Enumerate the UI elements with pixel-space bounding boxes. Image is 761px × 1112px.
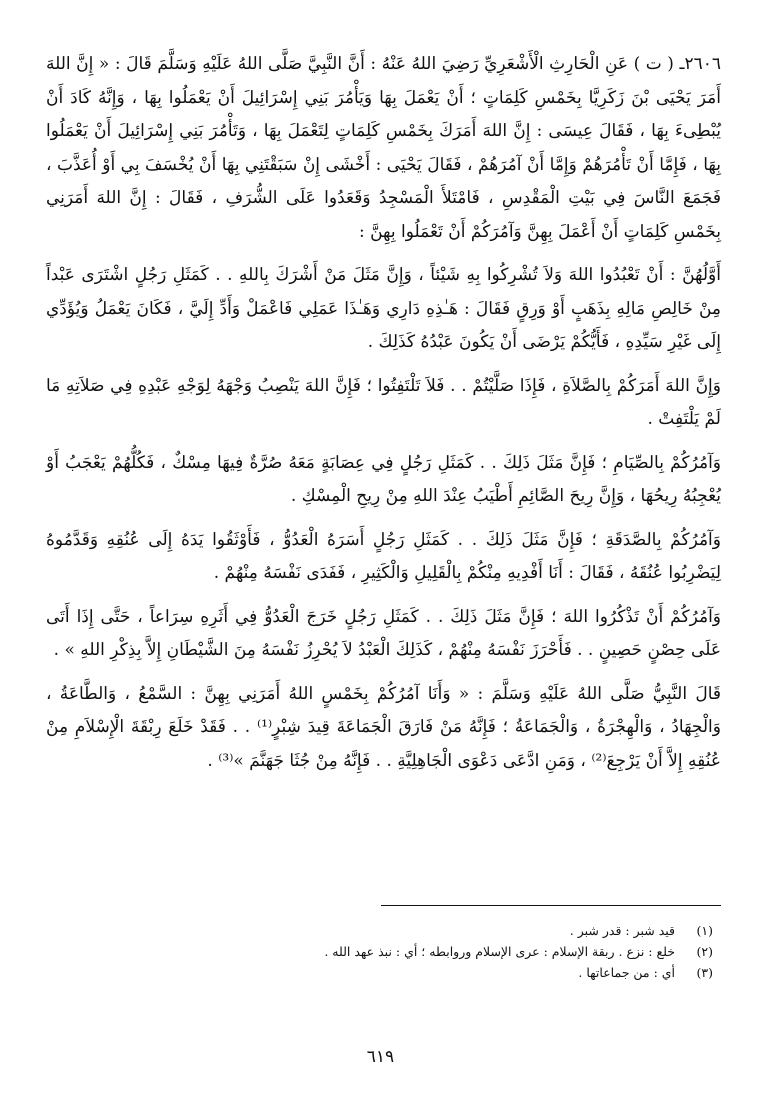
hadith-paragraph-intro: ٢٦٠٦ـ ( ت ) عَنِ الْحَارِثِ الْأَشْعَرِيِّ رَضِيَ اللهُ عَنْهُ : أَنَّ النَّبِيَّ صَلَّى اللهُ عَلَيْهِ وَسَلَّمَ قَالَ : « إِنَّ اللهَ أَمَرَ يَحْيَى بْنَ زَكَرِيَّا بِخَمْسِ كَلِمَاتٍ ؛ أَنْ يَعْمَلَ بِهَا وَيَأْمُرَ بَنِي إِسْرَائِيلَ أَنْ يَعْمَلُوا بِهَا ، وَإِنَّهُ كَادَ أَنْ يُبْطِىءَ بِهَا ، فَقَالَ عِيسَى : إِنَّ اللهَ أَمَرَكَ بِخَمْسِ كَلِمَاتٍ لِتَعْمَلَ بِهَا ، وَتَأْمُرَ بَنِي إِسْرَائِيلَ أَنْ يَعْمَلُوا بِهَا ، فَإِمَّا أَنْ تَأْمُرَهُمْ وَإِمَّا أَنْ آمُرَهُمْ ، فَقَالَ يَحْيَى : أَخْشَى إِنْ سَبَقْتَنِي بِهَا أَنْ يُخْسَفَ بِي أَوْ أُعَذَّبَ ، فَجَمَعَ النَّاسَ فِي بَيْتِ الْمَقْدِسِ ، فَامْتَلأَ الْمَسْجِدُ وَقَعَدُوا عَلَى الشُّرَفِ ، فَقَالَ : إِنَّ اللهَ أَمَرَنِي بِخَمْسِ كَلِمَاتٍ أَنْ أَعْمَلَ بِهِنَّ وَآمُرَكُمْ أَنْ تَعْمَلُوا بِهِنَّ : — [46, 54, 721, 242]
hadith-paragraph-five-commands: قَالَ النَّبِيُّ صَلَّى اللهُ عَلَيْهِ وَسَلَّمَ : « وَأَنَا آمُرُكُمْ بِخَمْسٍ اللهُ أَمَرَنِي بِهِنَّ : السَّمْعُ ، وَالطَّاعَةُ ، وَالْجِهَادُ ، وَالْهِجْرَةُ ، وَالْجَمَاعَةُ ؛ فَإِنَّهُ مَنْ فَارَقَ الْجَمَاعَةَ قِيدَ شِبْرٍ⁽¹⁾ . . فَقَدْ خَلَعَ رِبْقَةَ الْإِسْلاَمِ مِنْ عُنُقِهِ إِلاَّ أَنْ يَرْجِعَ⁽²⁾ ، وَمَنِ ادَّعَى دَعْوَى الْجَاهِلِيَّةِ . . فَإِنَّهُ مِنْ جُثَا جَهَنَّمَ »⁽³⁾ . — [46, 683, 721, 771]
page-number: ٦١٩ — [366, 1047, 395, 1067]
hadith-paragraph-fasting: وَآمُرُكُمْ بِالصِّيَامِ ؛ فَإِنَّ مَثَلَ ذَلِكَ . . كَمَثَلِ رَجُلٍ فِي عِصَابَةٍ مَعَهُ صُرَّةٌ فِيهَا مِسْكٌ ، فَكُلُّهُمْ يَعْجَبُ أَوْ يُعْجِبُهُ رِيحُهَا ، وَإِنَّ رِيحَ الصَّائِمِ أَطْيَبُ عِنْدَ اللهِ مِنْ رِيحِ الْمِسْكِ . — [46, 452, 721, 506]
footnote-separator — [381, 905, 721, 906]
footnote-1-text: قيد شبر : قدر شبر . — [569, 923, 676, 938]
footnote-1 — [93, 920, 713, 941]
footnote-1-number: (١) — [696, 923, 713, 938]
footnote-2 — [93, 941, 713, 962]
footnote-3 — [93, 962, 713, 983]
hadith-paragraph-first-command: أَوَّلُهُنَّ : أَنْ تَعْبُدُوا اللهَ وَلاَ تُشْرِكُوا بِهِ شَيْئاً ، وَإِنَّ مَثَلَ مَنْ أَشْرَكَ بِاللهِ . . كَمَثَلِ رَجُلٍ اشْتَرَى عَبْداً مِنْ خَالِصِ مَالِهِ بِذَهَبٍ أَوْ وَرِقٍ فَقَالَ : هَـٰذِهِ دَارِي وَهَـٰذَا عَمَلِي فَاعْمَلْ وَأَدِّ إِلَيَّ ، فَكَانَ يَعْمَلُ وَيُؤَدِّي إِلَى غَيْرِ سَيِّدِهِ ، فَأَيُّكُمْ يَرْضَى أَنْ يَكُونَ عَبْدُهُ كَذَلِكَ . — [46, 265, 721, 352]
footnotes — [93, 920, 713, 983]
footnote-2-number: (٢) — [696, 944, 713, 959]
footnote-3-number: (٣) — [696, 965, 713, 980]
hadith-paragraph-charity: وَآمُرُكُمْ بِالصَّدَقَةِ ؛ فَإِنَّ مَثَلَ ذَلِكَ . . كَمَثَلِ رَجُلٍ أَسَرَهُ الْعَدُوُّ ، فَأَوْثَقُوا يَدَهُ إِلَى عُنُقِهِ وَقَدَّمُوهُ لِيَضْرِبُوا عُنُقَهُ ، فَقَالَ : أَنَا أَفْدِيهِ مِنْكُمْ بِالْقَلِيلِ وَالْكَثِيرِ ، فَفَدَى نَفْسَهُ مِنْهُمْ . — [46, 529, 721, 583]
hadith-body — [46, 48, 721, 778]
hadith-paragraph-remembrance: وَآمُرُكُمْ أَنْ تَذْكُرُوا اللهَ ؛ فَإِنَّ مَثَلَ ذَلِكَ . . كَمَثَلِ رَجُلٍ خَرَجَ الْعَدُوُّ فِي أَثَرِهِ سِرَاعاً ، حَتَّى إِذَا أَتَى عَلَى حِصْنٍ حَصِينٍ . . فَأَحْرَزَ نَفْسَهُ مِنْهُمْ ، كَذَلِكَ الْعَبْدُ لاَ يُحْرِزُ نَفْسَهُ مِنَ الشَّيْطَانِ إِلاَّ بِذِكْرِ اللهِ » . — [46, 606, 721, 660]
hadith-paragraph-prayer: وَإِنَّ اللهَ أَمَرَكُمْ بِالصَّلاَةِ ، فَإِذَا صَلَّيْتُمْ . . فَلاَ تَلْتَفِتُوا ؛ فَإِنَّ اللهَ يَنْصِبُ وَجْهَهُ لِوَجْهِ عَبْدِهِ فِي صَلاَتِهِ مَا لَمْ يَلْتَفِتْ . — [46, 375, 721, 429]
footnote-3-text: أي : من جماعاتها . — [578, 965, 676, 980]
footnote-2-text: خلع : نزع . ربقة الإسلام : عرى الإسلام وروابطه ؛ أي : نبذ عهد الله . — [324, 944, 676, 959]
